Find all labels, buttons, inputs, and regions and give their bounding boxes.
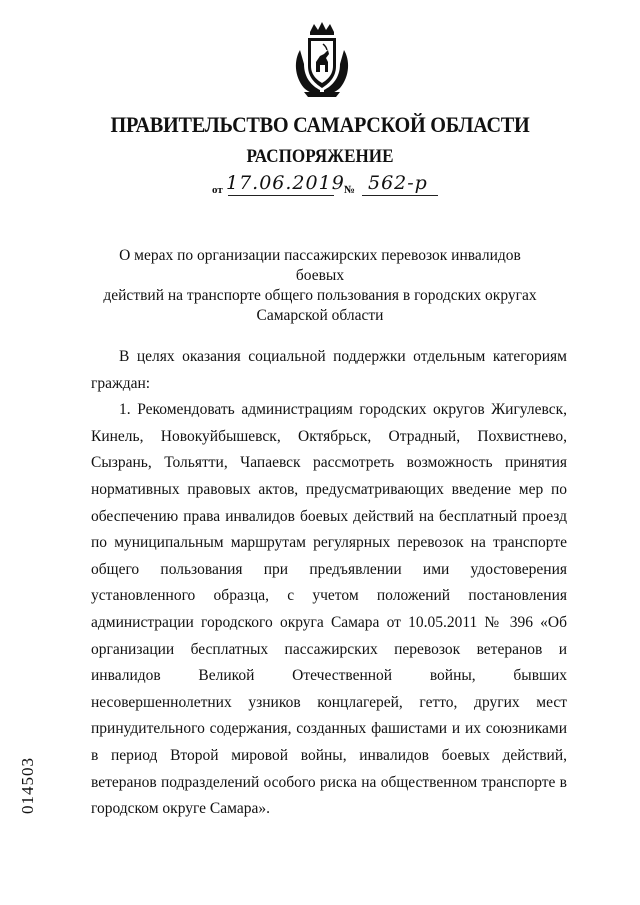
subject-line: О мерах по организации пассажирских перевозок инвалидов боевых bbox=[119, 247, 521, 284]
document-number: 562-р bbox=[368, 172, 428, 194]
subject-line: действий на транспорте общего пользования в городских округах bbox=[103, 287, 537, 304]
intro-paragraph: В целях оказания социальной поддержки отдельным категориям граждан: bbox=[91, 348, 567, 392]
subject-line: Самарской области bbox=[256, 307, 384, 324]
document-date: 17.06.2019 bbox=[226, 172, 345, 194]
number-underline bbox=[362, 195, 438, 196]
margin-serial-number: 014503 bbox=[18, 757, 37, 814]
date-number-line bbox=[212, 172, 452, 198]
document-body bbox=[91, 344, 567, 823]
number-prefix: № bbox=[344, 184, 356, 196]
document-subject bbox=[95, 246, 545, 326]
date-prefix: от bbox=[212, 184, 223, 196]
document-type: РАСПОРЯЖЕНИЕ bbox=[246, 146, 394, 167]
coat-of-arms-icon bbox=[290, 20, 354, 98]
date-underline bbox=[228, 195, 334, 196]
item-1-paragraph: 1. Рекомендовать администрациям городских округов Жигулевск, Кинель, Новокуйбышевск, Октябрьск, Отрадный, Похвистнево, Сызрань, Тольятти, Чапаевск рассмотреть возможность принятия нормативных правовых актов, предусматривающих введение мер по обеспечению права инвалидов боевых действий на бесплатный проезд по муниципальным маршрутам регулярных перевозок на транспорте общего пользования при предъявлении ими удостоверения установленного образца, с учетом положений постановления администрации городского округа Самара от 10.05.2011 № 396 «Об организации бесплатных пассажирских перевозок ветеранов и инвалидов Великой Отечественной войны, бывших несовершеннолетних узников концлагерей, гетто, других мест принудительного содержания, созданных фашистами и их союзниками в период Второй мировой войны, инвалидов боевых действий, ветеранов подразделений особого риска на общественном транспорте в городском округе Самара». bbox=[91, 401, 567, 818]
organization-title: ПРАВИТЕЛЬСТВО САМАРСКОЙ ОБЛАСТИ bbox=[110, 112, 530, 137]
